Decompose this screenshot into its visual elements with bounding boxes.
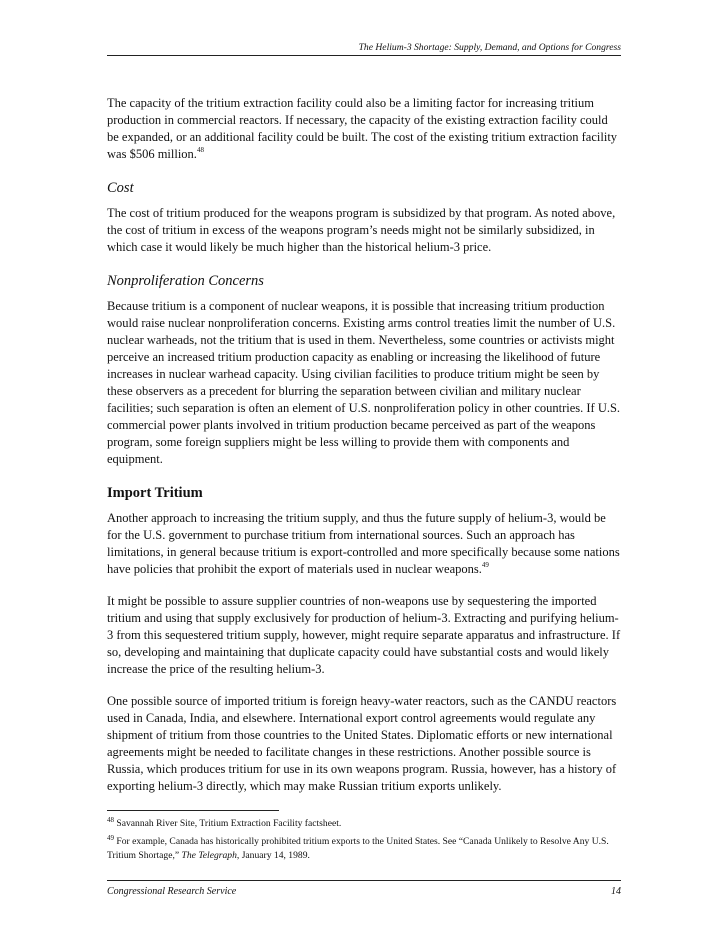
footnote-number: 48 <box>107 816 114 824</box>
footnote-ref-48[interactable]: 48 <box>196 146 204 154</box>
footnote-ref-49[interactable]: 49 <box>481 561 489 569</box>
header-rule <box>107 55 621 56</box>
footer-org: Congressional Research Service <box>107 886 237 897</box>
footnote-text-end: , January 14, 1989. <box>236 850 310 861</box>
footnote-text: Savannah River Site, Tritium Extraction Facility factsheet. <box>116 818 342 829</box>
nonproliferation-paragraph: Because tritium is a component of nuclear weapons, it is possible that increasing tritium production would raise nuclear nonproliferation concerns. Existing arms control treaties limit the number of U.S. nuclear warheads, not the tritium that is used in them. Nevertheless, some countries or activists might perceive an increased tritium production capacity as enabling or increasing the likelihood of future increases in nuclear warhead capacity. Using civilian facilities to produce tritium might be seen by these observers as a precedent for blurring the separation between civilian and military nuclear facilities; such separation is often an element of U.S. nonproliferation policy in other countries. If U.S. commercial power plants involved in tritium production became perceived as part of the weapons program, some foreign suppliers might be less willing to provide them with components and equipment. <box>107 299 621 466</box>
import-p1-text: Another approach to increasing the tritium supply, and thus the future supply of helium-3, would be for the U.S. government to purchase tritium from international sources. Such an approach has limitations, in general because tritium is export-controlled and more specifically because some nations have policies that prohibit the export of materials used in nuclear weapons. <box>107 511 620 576</box>
import-paragraph-1 <box>107 510 622 578</box>
import-paragraph-3: One possible source of imported tritium is foreign heavy-water reactors, such as the CANDU reactors used in Canada, India, and elsewhere. International export control agreements would regulate any shipment of tritium from those countries to the United States. Diplomatic efforts or new international agreements might be needed to facilitate changes in these restrictions. Another possible source is Russia, which produces tritium for use in its own weapons program. Russia, however, has a history of exporting helium-3 directly, which may make Russian tritium exports unlikely. <box>107 694 617 793</box>
footnote-text: For example, Canada has historically prohibited tritium exports to the United States. See “Canada Unlikely to Resolve Any U.S. Tritium Shortage,” <box>107 836 609 861</box>
cost-paragraph: The cost of tritium produced for the weapons program is subsidized by that program. As noted above, the cost of tritium in excess of the weapons program’s needs might not be similarly subsidized, in which case it would likely be much higher than the historical helium-3 price. <box>107 206 616 254</box>
footnote-48 <box>107 817 622 831</box>
page-footer <box>107 886 621 897</box>
page-body <box>107 95 622 867</box>
footnote-49 <box>107 835 622 863</box>
running-header: The Helium-3 Shortage: Supply, Demand, and Options for Congress <box>358 42 621 53</box>
footer-rule <box>107 880 621 881</box>
intro-text: The capacity of the tritium extraction facility could also be a limiting factor for increasing tritium production in commercial reactors. If necessary, the capacity of the existing extraction facility could be expanded, or an additional facility could be built. The cost of the existing tritium extraction facility was $506 million. <box>107 96 618 161</box>
page-number: 14 <box>611 886 621 897</box>
intro-paragraph <box>107 95 622 163</box>
import-tritium-heading: Import Tritium <box>107 485 203 501</box>
cost-heading: Cost <box>107 180 134 196</box>
footnote-source-title: The Telegraph <box>181 850 237 861</box>
footnote-number: 49 <box>107 834 114 842</box>
footnote-rule <box>107 810 279 811</box>
nonproliferation-heading: Nonproliferation Concerns <box>107 273 264 289</box>
import-paragraph-2: It might be possible to assure supplier countries of non-weapons use by sequestering the imported tritium and using that supply exclusively for production of helium-3. Extracting and purifying helium-3 from this sequestered tritium supply, however, might require separate apparatus and infrastructure. If so, developing and maintaining that duplicate capacity could have substantial costs and would likely increase the price of the resulting helium-3. <box>107 594 621 676</box>
